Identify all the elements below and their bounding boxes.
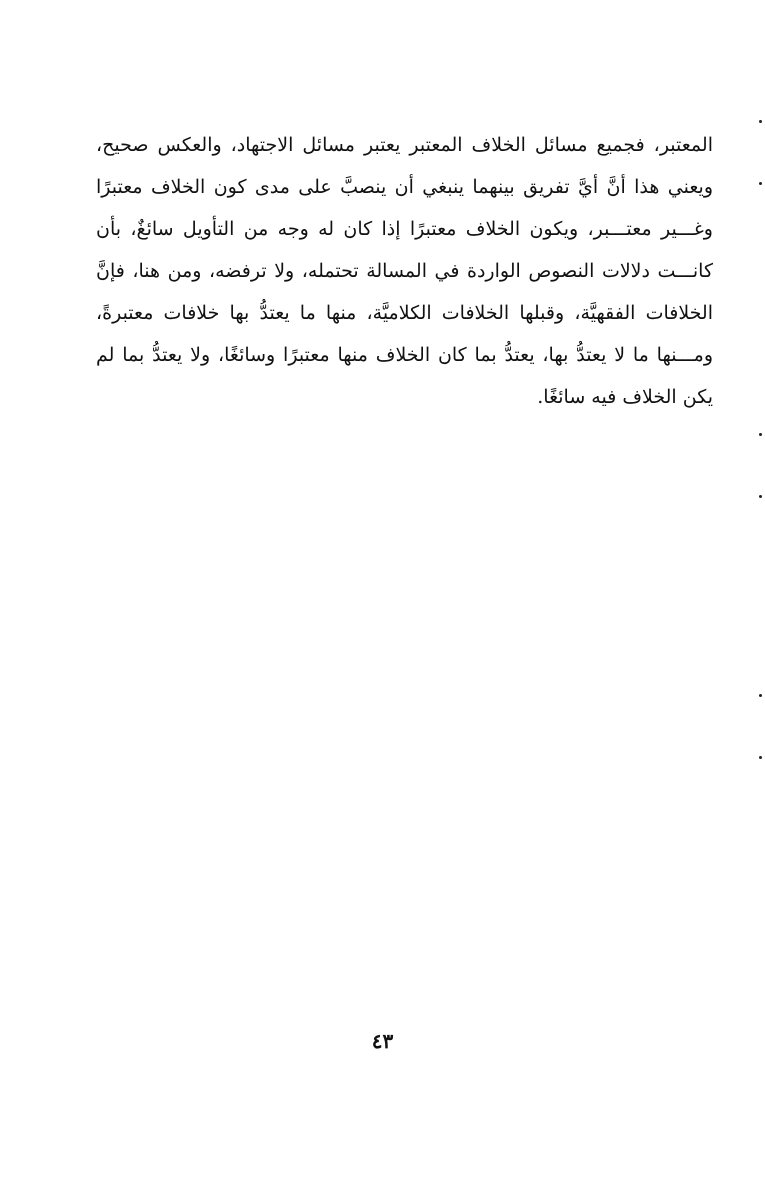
- text-line: المعتبر، فجميع مسائل الخلاف المعتبر يعتبر مسائل الاجتهاد، والعكس صحيح،: [96, 134, 713, 156]
- text-line: كانـــت دلالات النصوص الواردة في المسالة تحتمله، ولا ترفضه، ومن هنا، فإنَّ: [96, 260, 713, 282]
- text-line: الخلافات الفقهيَّة، وقبلها الخلافات الكلاميَّة، منها ما يعتدُّ بها خلافات معتبرةً،: [96, 302, 713, 324]
- page-number: ٤٣: [371, 1029, 394, 1053]
- text-line: ويعني هذا أنَّ أيَّ تفريق بينهما ينبغي أن ينصبَّ على مدى كون الخلاف معتبرًا: [96, 176, 713, 198]
- scan-mark: [759, 495, 762, 498]
- text-line: وغـــير معتـــبر، ويكون الخلاف معتبرًا إذا كان له وجه من التأويل سائغٌ، بأن: [96, 218, 713, 240]
- scan-mark: [759, 694, 762, 697]
- scan-mark: [759, 182, 762, 185]
- text-line: يكن الخلاف فيه سائغًا.: [537, 386, 713, 408]
- scan-mark: [759, 756, 762, 759]
- scan-mark: [759, 433, 762, 436]
- text-line: ومـــنها ما لا يعتدُّ بها، يعتدُّ بما كان الخلاف منها معتبرًا وسائغًا، ولا يعتدُّ بما لم: [96, 344, 713, 366]
- body-paragraph: [96, 124, 713, 418]
- scan-mark: [759, 120, 762, 123]
